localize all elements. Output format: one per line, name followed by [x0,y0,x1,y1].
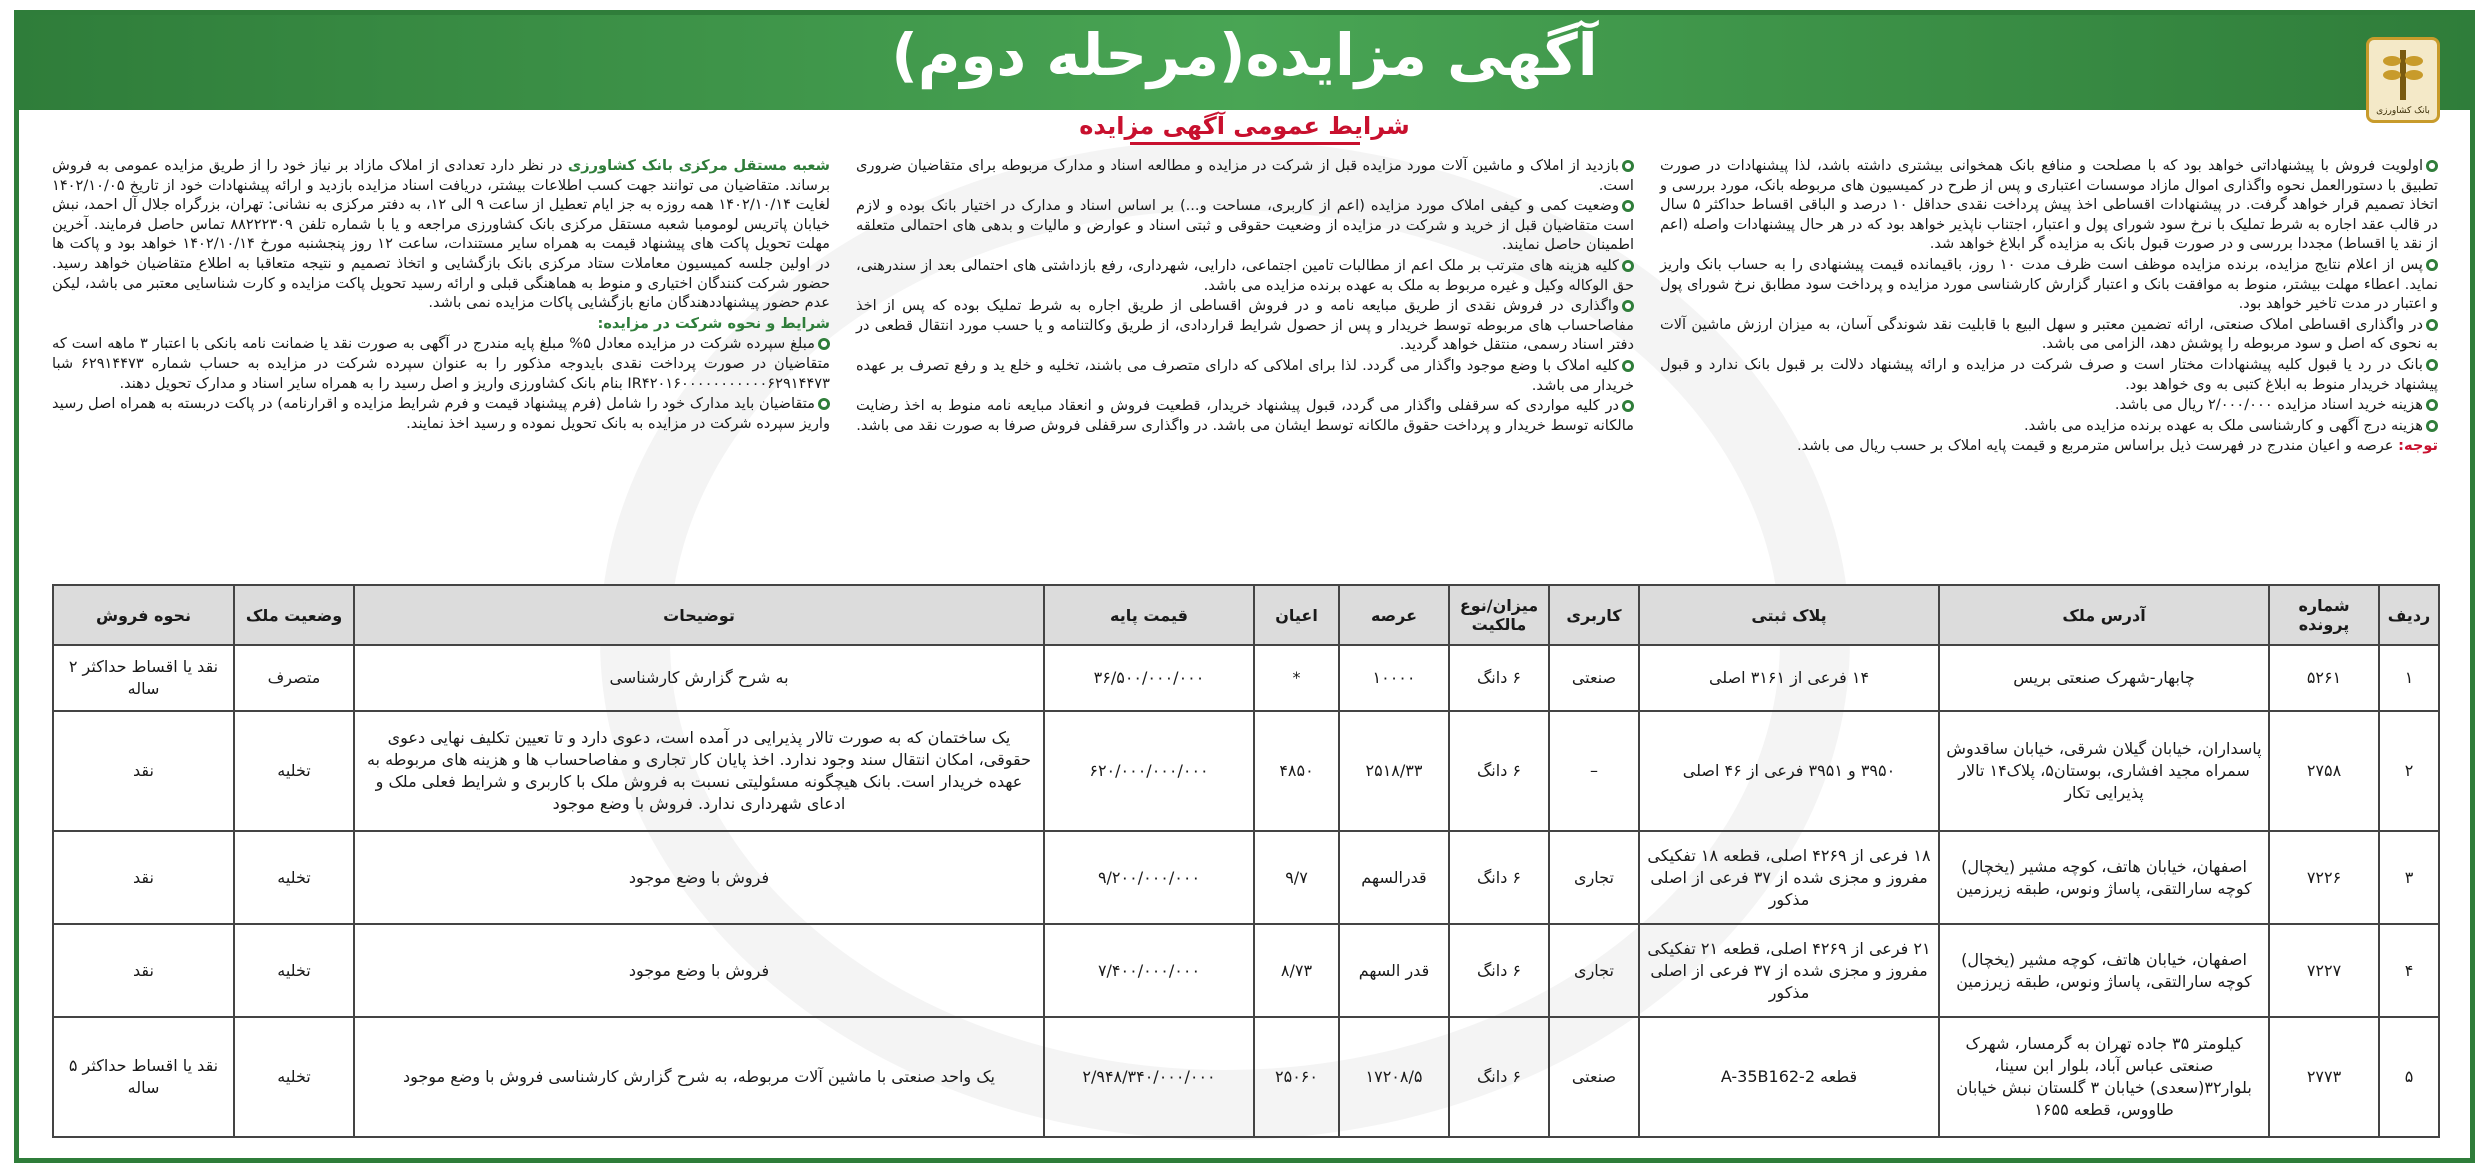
table-header: وضعیت ملک [234,585,354,645]
table-cell: ۲۷۵۸ [2269,711,2379,831]
assets-table [52,584,2440,1138]
table-cell: صنعتی [1549,645,1639,711]
note [1660,436,2438,456]
term-item: ●بانک در رد یا قبول کلیه پیشنهادات مختار است و صرف شرکت در مزایده و ارائه پیشنهاد دلالت بر قبول بانک ندارد و قبول پیشنهاد خریدار منوط به ابلاغ کتبی به وی خواهد بود. [1660,355,2438,393]
table-cell: ۶ دانگ [1449,831,1549,924]
table-cell: ۳۶/۵۰۰/۰۰۰/۰۰۰ [1044,645,1254,711]
term-item: ●در کلیه مواردی که سرقفلی واگذار می گردد، قبول پیشنهاد خریدار، قطعیت فروش و انعقاد مبایعه نامه منوط به اخذ رضایت مالکانه توسط خریدار و پرداخت حقوق مالکانه توسط ایشان می باشد. در واگذاری سرقفلی فروش صرفا به صورت نقد می باشد. [856,397,1634,434]
table-cell: ۳۹۵۰ و ۳۹۵۱ فرعی از ۴۶ اصلی [1639,711,1939,831]
table-cell: ۷/۴۰۰/۰۰۰/۰۰۰ [1044,924,1254,1017]
table-header: آدرس ملک [1939,585,2269,645]
table-row [53,1017,2439,1137]
table-header: قیمت پایه [1044,585,1254,645]
table-cell: تخلیه [234,711,354,831]
table-header: توضیحات [354,585,1044,645]
intro-text: در نظر دارد تعدادی از املاک مازاد بر نیاز خود را از طریق مزایده عمومی به فروش برساند. متقاضیان می توانند جهت کسب اطلاعات بیشتر، دریافت اسناد مزایده بازدید و ارائه پیشنهادات خود از تاریخ ۱۴۰۲/۱۰/۰۵ لغایت ۱۴۰۲/۱۰/۱۴ همه روزه به جز ایام تعطیل از ساعت ۹ الی ۱۲، به دفتر مرکزی به نشانی: تهران، بزرگراه جلال آل احمد، نبش خیابان پاتریس لومومبا شعبه مستقل مرکزی بانک کشاورزی مراجعه و یا با شماره تلفن ۸۸۲۲۲۳۰۹ تماس حاصل فرمایند. آخرین مهلت تحویل پاکت های پیشنهاد قیمت به همراه سایر مستندات، ساعت ۱۲ روز پنجشنبه مورخ ۱۴۰۲/۱۰/۱۴ خواهد بود و پاکت ها در اولین جلسه کمیسیون معاملات ستاد مرکزی بانک بازگشایی و اتخاذ تصمیم و نتیجه متعاقبا به اطلاع متقاضیان خواهد رسید. حضور شرکت کنندگان اختیاری و منوط به هماهنگی قبلی و ارائه رسید تحویل پاکت مزایده و کارت شناسایی معتبر می باشد، لیکن عدم حضور پیشنهاددهندگان مانع بازگشایی پاکات مزایده نمی باشد. [52,157,831,312]
table-cell: ۲۷۷۳ [2269,1017,2379,1137]
table-cell: ۵ [2379,1017,2439,1137]
bullet-icon: ● [2426,160,2438,172]
table-cell: چابهار-شهرک صنعتی بریس [1939,645,2269,711]
subtitle: شرایط عمومی آگهی مزایده [1079,112,1410,140]
table-header: شماره پرونده [2269,585,2379,645]
table-header: ردیف [2379,585,2439,645]
intro-paragraph [52,156,830,313]
table-cell: نقد [53,831,234,924]
table-cell: ۶ دانگ [1449,1017,1549,1137]
bullet-icon: ● [2426,359,2438,371]
logo-caption: بانک کشاورزی [2376,106,2430,116]
bullet-icon: ● [1622,160,1634,172]
bullet-icon: ● [818,398,830,410]
term-item: ●بازدید از املاک و ماشین آلات مورد مزایده قبل از شرکت در مزایده و مطالعه اسناد و مدارک مربوطه برای متقاضیان ضروری است. [856,157,1634,194]
table-cell: ۶ دانگ [1449,645,1549,711]
note-text: عرصه و اعیان مندرج در فهرست ذیل براساس مترمربع و قیمت پایه املاک بر حسب ریال می باشد. [1796,437,2394,455]
table-cell: ۲۵۰۶۰ [1254,1017,1339,1137]
term-item: ●کلیه هزینه های مترتب بر ملک اعم از مطالبات تامین اجتماعی، دارایی، شهرداری، رفع بازداشتی های احتمالی بعد از سندرهنی، حق الوکاله وکیل و غیره مربوط به ملک به عهده برنده مزایده می باشد. [856,256,1634,294]
table-cell: نقد [53,711,234,831]
table-cell: ۲/۹۴۸/۳۴۰/۰۰۰/۰۰۰ [1044,1017,1254,1137]
table-cell: کیلومتر ۳۵ جاده تهران به گرمسار، شهرک صنعتی عباس آباد، بلوار ابن سینا، بلوار۳۲(سعدی) خیابان ۳ گلستان نبش خیابان طاووس، قطعه ۱۶۵۵ [1939,1017,2269,1137]
table-cell: اصفهان، خیابان هاتف، کوچه مشیر (یخچال) کوچه سارالتقی، پاساژ ونوس، طبقه زیرزمین [1939,831,2269,924]
subtitle-underline [1130,142,1360,145]
term-item: ●در واگذاری اقساطی املاک صنعتی، ارائه تضمین معتبر و سهل البیع با قابلیت نقد شوندگی آسان، به میزان ارزش ماشین آلات به نحوی که اصل و سود مربوطه را پوشش دهد، الزامی می باشد. [1660,315,2438,353]
table-cell: ۲۵۱۸/۳۳ [1339,711,1449,831]
terms-column-right [52,156,830,576]
table-cell: ۲ [2379,711,2439,831]
table-cell: ۵۲۶۱ [2269,645,2379,711]
bullet-icon: ● [2426,399,2438,411]
table-row [53,645,2439,711]
bullet-icon: ● [1622,260,1634,272]
term-item: ●متقاضیان باید مدارک خود را شامل (فرم پیشنهاد قیمت و فرم شرایط مزایده و اقرارنامه) در پاکت دربسته به همراه اصل رسید واریز سپرده شرکت در مزایده به بانک تحویل نموده و رسید اخذ نمایند. [52,395,830,432]
table-cell: ۹/۷ [1254,831,1339,924]
table-cell: ۱۸ فرعی از ۴۲۶۹ اصلی، قطعه ۱۸ تفکیکی مفروز و مجزی شده از ۳۷ فرعی از اصلی مذکور [1639,831,1939,924]
table-cell: تخلیه [234,924,354,1017]
page-title: آگهی مزایده(مرحله دوم) [891,21,1598,89]
table-cell: ۳ [2379,831,2439,924]
table-header: میزان/نوع مالکیت [1449,585,1549,645]
table-cell: * [1254,645,1339,711]
bullet-icon: ● [1622,300,1634,312]
table-header: عرصه [1339,585,1449,645]
table-row [53,711,2439,831]
table-cell: قدرالسهم [1339,831,1449,924]
table-cell: ۴۸۵۰ [1254,711,1339,831]
table-cell: ۶۲۰/۰۰۰/۰۰۰/۰۰۰ [1044,711,1254,831]
participation-heading: شرایط و نحوه شرکت در مزایده: [597,314,830,332]
table-cell: تخلیه [234,1017,354,1137]
table-cell: پاسداران، خیابان گیلان شرقی، خیابان ساقدوش سمراه مجید افشاری، بوستان۵، پلاک۱۴ تالار پذیرایی تکار [1939,711,2269,831]
intro-lead: شعبه مستقل مرکزی بانک کشاورزی [567,157,830,174]
table-cell: یک واحد صنعتی با ماشین آلات مربوطه، به شرح گزارش کارشناسی فروش با وضع موجود [354,1017,1044,1137]
term-item: ●وضعیت کمی و کیفی املاک مورد مزایده (اعم از کاربری، مساحت و...) بر اساس اسناد و مدارک در اختیار بانک بوده و لازم است متقاضیان قبل از خرید و شرکت در مزایده از وضعیت حقوقی و ثبتی اسناد و عوارض و مالیات و بدهی های احتمالی متعلقه اطمینان حاصل نمایند. [856,197,1634,254]
bullet-icon: ● [2426,259,2438,271]
title-banner [19,15,2470,116]
table-header: کاربری [1549,585,1639,645]
term-item: ●هزینه درج آگهی و کارشناسی ملک به عهده برنده مزایده می باشد. [1660,416,2438,436]
bullet-icon: ● [1622,360,1634,372]
bullet-icon: ● [1622,400,1634,412]
table-cell: تجاری [1549,924,1639,1017]
table-cell: ۲۱ فرعی از ۴۲۶۹ اصلی، قطعه ۲۱ تفکیکی مفروز و مجزی شده از ۳۷ فرعی از اصلی مذکور [1639,924,1939,1017]
bullet-icon: ● [818,338,830,350]
table-cell: ۹/۲۰۰/۰۰۰/۰۰۰ [1044,831,1254,924]
term-item: ●کلیه املاک با وضع موجود واگذار می گردد. لذا برای املاکی که دارای متصرف می باشند، تخلیه و خلع ید و رفع تصرف بر عهده خریدار می باشد. [856,356,1634,394]
table-cell: ۱۷۲۰۸/۵ [1339,1017,1449,1137]
table-cell: متصرف [234,645,354,711]
bullet-icon: ● [1622,200,1634,212]
terms-section [52,156,2438,576]
term-item: ●هزینه خرید اسناد مزایده ۲/۰۰۰/۰۰۰ ریال می باشد. [1660,395,2438,415]
table-cell: اصفهان، خیابان هاتف، کوچه مشیر (یخچال) کوچه سارالتقی، پاساژ ونوس، طبقه زیرزمین [1939,924,2269,1017]
table-header: پلاک ثبتی [1639,585,1939,645]
table-cell: تجاری [1549,831,1639,924]
term-item: ●اولویت فروش با پیشنهاداتی خواهد بود که با مصلحت و منافع بانک همخوانی بیشتری داشته باشد، لذا پیشنهادات در صورت تطبیق با دستورالعمل نحوه واگذاری اموال مازاد موسسات اعتباری و پس از طرح در کمیسیون های مربوطه بانک، مورد بررسی و اتخاذ تصمیم قرار خواهد گرفت. در پیشنهادات اقساطی اخذ پیش پرداخت نقدی حداقل ۱۰ درصد و الباقی اقساط حداکثر ۵ سال در قالب عقد اجاره به شرط تملیک با نرخ سود شورای پول و اعتبار، اجتناب ناپذیر خواهد بود که در هر حال پیشنهادات واصله (اعم از نقد یا اقساط) مجددا بررسی و در صورت قبول بانک به مزایده گر ابلاغ خواهد شد. [1660,157,2439,253]
table-cell: یک ساختمان که به صورت تالار پذیرایی در آمده است، دعوی دارد و تا تعیین تکلیف نهایی دعوی حقوقی، امکان انتقال سند وجود ندارد. اخذ پایان کار تجاری و مفاصاحساب ها و هزینه های مربوطه به عهده خریدار است. بانک هیچگونه مسئولیتی نسبت به فروش ملک با کاربری و شرایط فعلی ملک و ادعای شهرداری ندارد. فروش با وضع موجود [354,711,1044,831]
term-item: ●پس از اعلام نتایج مزایده، برنده مزایده موظف است ظرف مدت ۱۰ روز، باقیمانده قیمت پیشنهادی را به حساب بانک واریز نماید. اعطاء مهلت بیشتر، منوط به موافقت بانک و اعتبار گزارش کارشناسی مورد مزایده و پرداخت سود مطابق نرخ شورای پول و اعتبار در مدت تاخیر خواهد بود. [1660,255,2438,313]
note-label: توجه: [2398,437,2438,455]
terms-column-middle [856,156,1634,576]
table-row [53,924,2439,1017]
table-cell: ۱۰۰۰۰ [1339,645,1449,711]
bullet-icon: ● [2426,319,2438,331]
terms-column-left [1660,156,2438,576]
bullet-icon: ● [2426,420,2438,432]
table-cell: قطعه A-35B162-2 [1639,1017,1939,1137]
table-cell: ۱۴ فرعی از ۳۱۶۱ اصلی [1639,645,1939,711]
table-cell: ۶ دانگ [1449,924,1549,1017]
table-cell: ۷۲۲۶ [2269,831,2379,924]
table-cell: ۷۲۲۷ [2269,924,2379,1017]
table-cell: نقد یا اقساط حداکثر ۵ ساله [53,1017,234,1137]
table-header: اعیان [1254,585,1339,645]
table-cell: نقد یا اقساط حداکثر ۲ ساله [53,645,234,711]
table-cell: نقد [53,924,234,1017]
bank-logo [2366,37,2440,123]
term-item: ●مبلغ سپرده شرکت در مزایده معادل ۵% مبلغ پایه مندرج در آگهی به صورت نقد یا ضمانت نامه بانکی با اعتبار ۳ ماهه است که متقاضیان در صورت پرداخت نقدی بایدوجه مذکور را به عنوان سپرده شرکت در مزایده به حساب شماره ۶۲۹۱۴۴۷۳ شبا IR۴۲۰۱۶۰۰۰۰۰۰۰۰۰۰۰۶۲۹۱۴۴۷۳ بنام بانک کشاورزی واریز و اصل رسید را به همراه سایر اسناد و مدارک تحویل دهند. [52,335,831,392]
table-cell: فروش با وضع موجود [354,831,1044,924]
table-cell: تخلیه [234,831,354,924]
table-cell: ۴ [2379,924,2439,1017]
table-cell: فروش با وضع موجود [354,924,1044,1017]
table-header-row [53,585,2439,645]
table-cell: به شرح گزارش کارشناسی [354,645,1044,711]
table-cell: ۶ دانگ [1449,711,1549,831]
table-cell: صنعتی [1549,1017,1639,1137]
table-cell: ۸/۷۳ [1254,924,1339,1017]
table-cell: – [1549,711,1639,831]
table-cell: قدر السهم [1339,924,1449,1017]
table-cell: ۱ [2379,645,2439,711]
table-row [53,831,2439,924]
table-header: نحوه فروش [53,585,234,645]
term-item: ●واگذاری در فروش نقدی از طریق مبایعه نامه و در فروش اقساطی از طریق اجاره به شرط تملیک بوده که پس از اخذ مفاصاحساب های مربوطه توسط خریدار و پس از حصول شرایط قراردادی، از طریق وکالتنامه و یا حسب مورد انتقال قطعی در دفتر اسناد رسمی، منتقل خواهد گردید. [856,297,1634,354]
